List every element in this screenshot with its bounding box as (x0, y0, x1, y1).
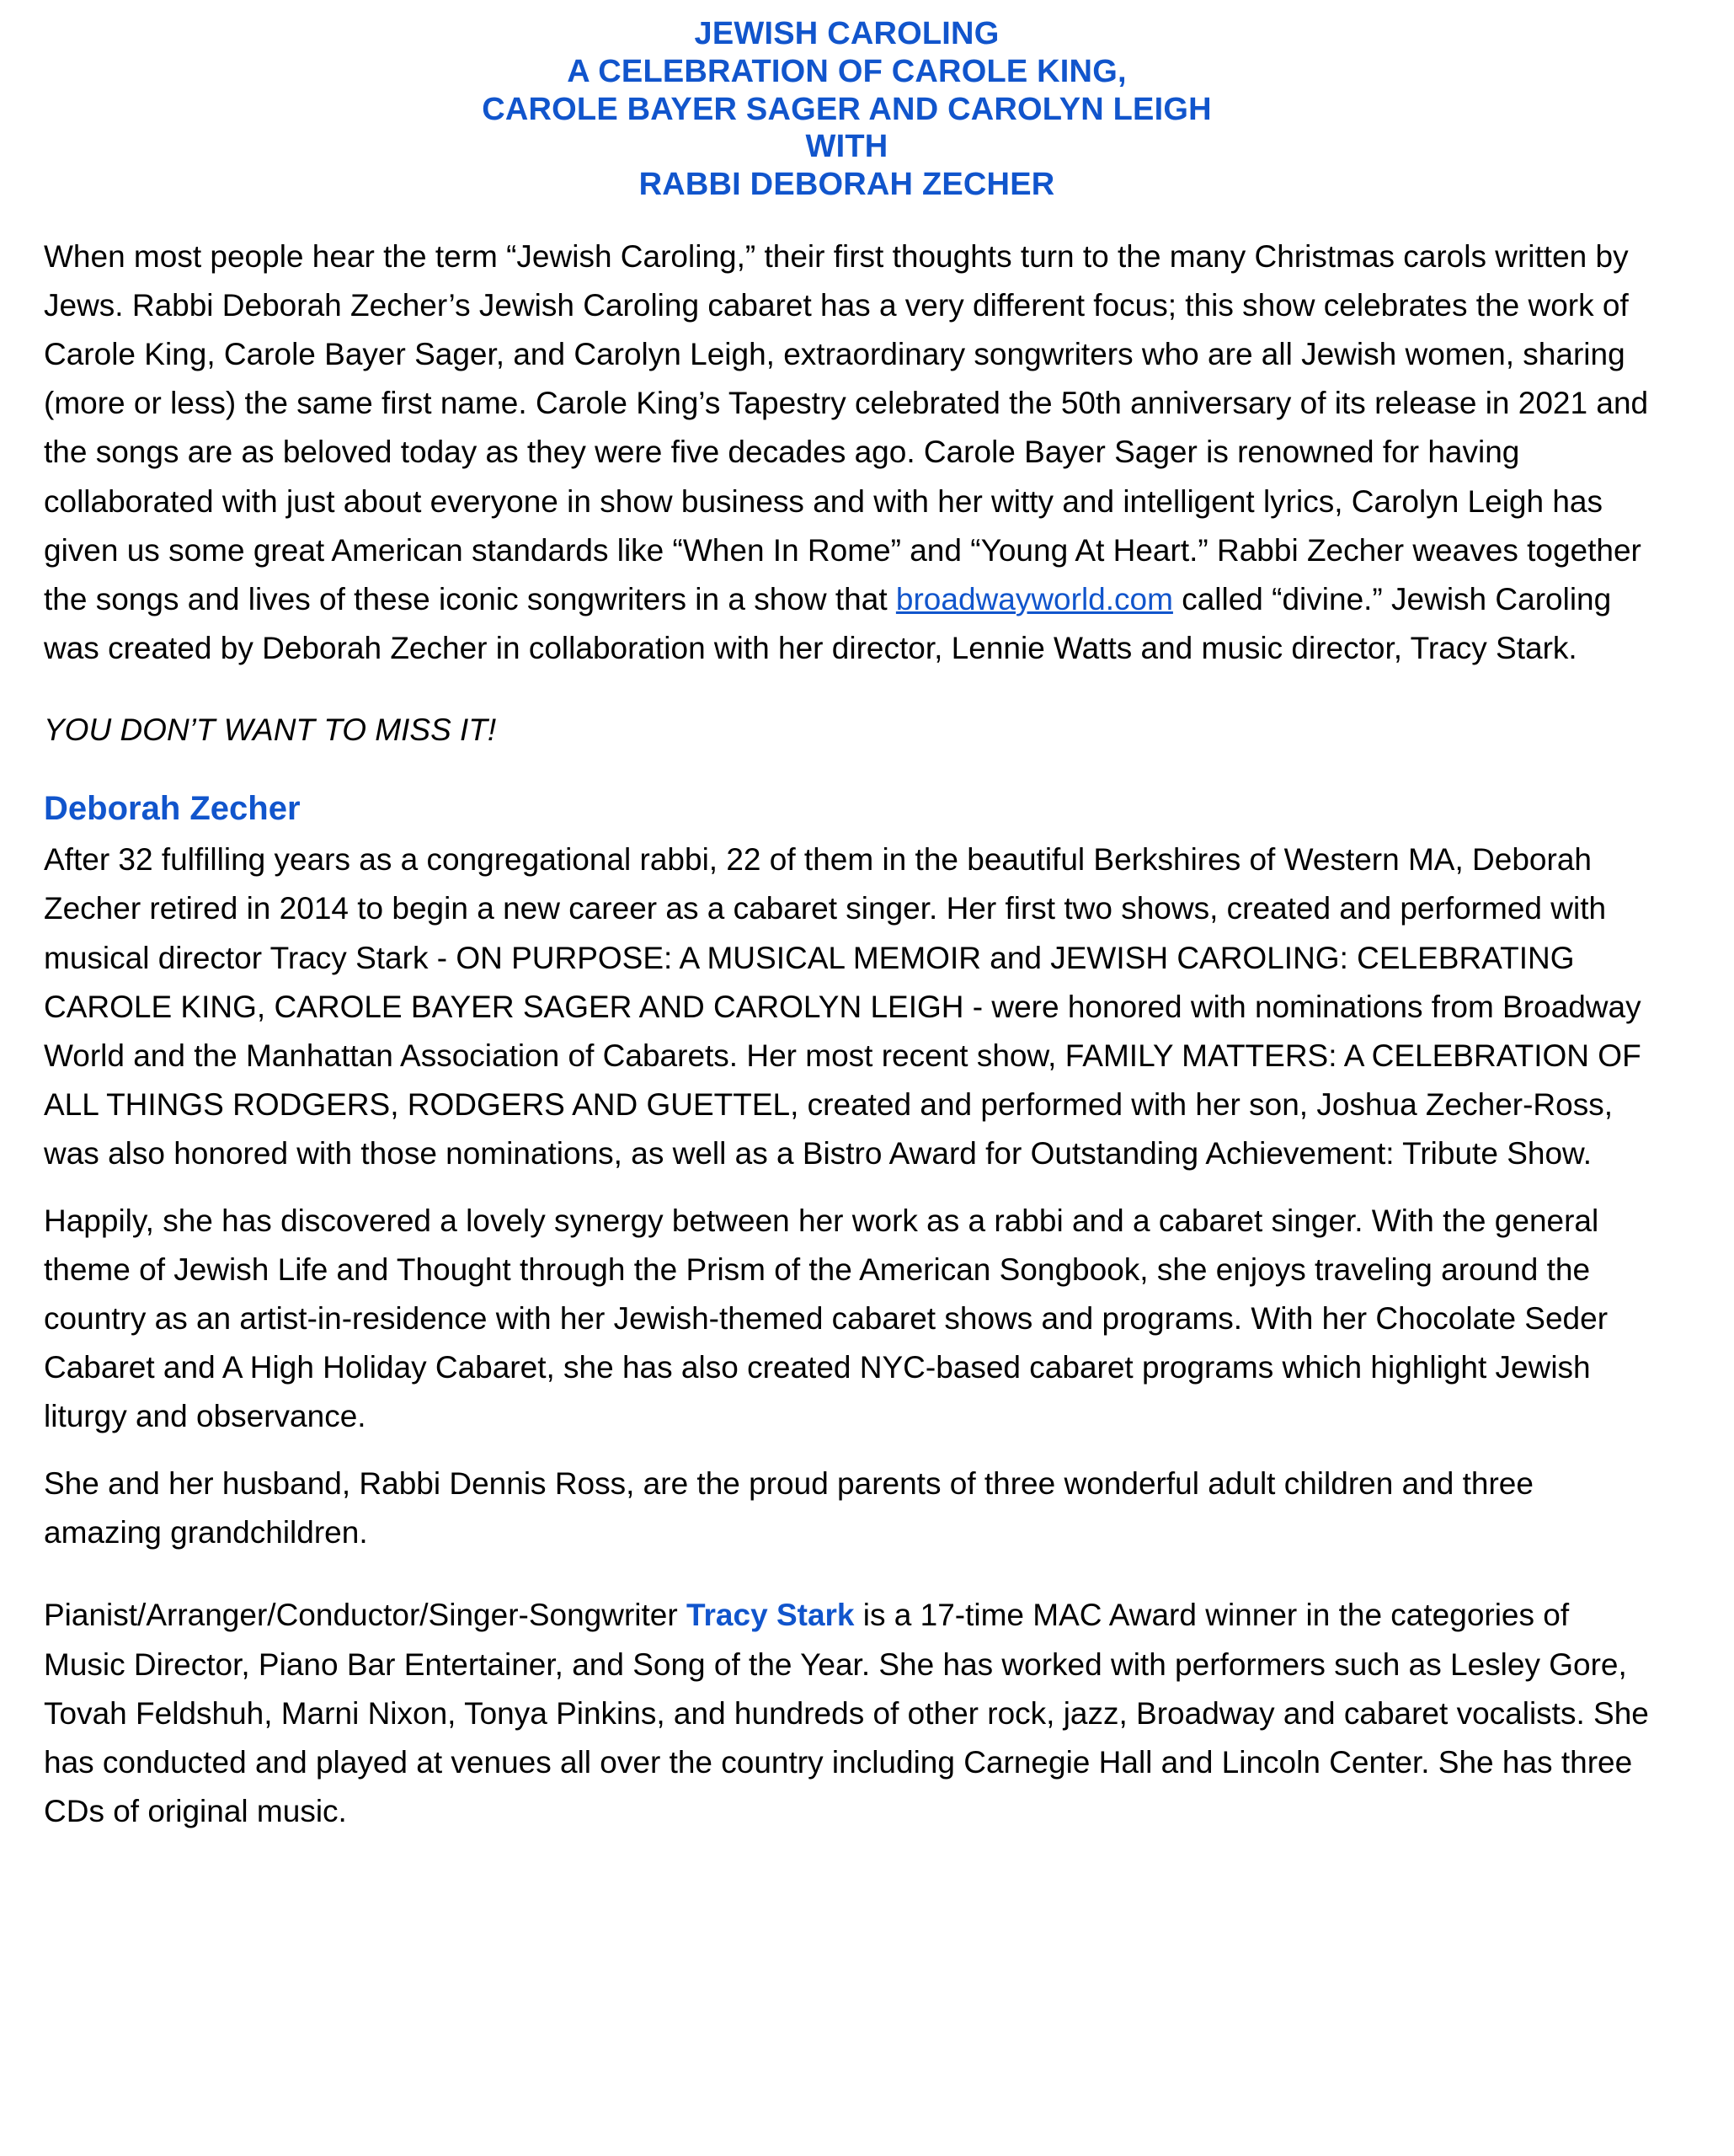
title-line-1: JEWISH CAROLING (694, 16, 1000, 51)
stark-text-part2: is a 17-time MAC Award winner in the categories of Music Director, Piano Bar Entertainer, and Song of the Year. She has worked with performers such as Lesley Gore, Tovah Feldshuh, Marni Nixon, Tonya Pinkins, and hundreds of other rock, jazz, Broadway and cabaret vocalists. She has conducted and played at venues all over the country including Carnegie Hall and Lincoln Center. She has three CDs of original music. (44, 1598, 1649, 1828)
title-line-5: RABBI DEBORAH ZECHER (638, 167, 1055, 203)
title-line-2: A CELEBRATION OF CAROLE KING, (567, 53, 1127, 89)
spacer (44, 1441, 1650, 1460)
stark-text-part1: Pianist/Arranger/Conductor/Singer-Songwriter (44, 1598, 686, 1633)
intro-text-part1: When most people hear the term “Jewish Caroling,” their first thoughts turn to the many Christmas carols written by Jews. Rabbi Deborah Zecher’s Jewish Caroling cabaret has a very different focus; this show celebrates the work of Carole King, Carole Bayer Sager, and Carolyn Leigh, extraordinary songwriters who are all Jewish women, sharing (more or less) the same first name. Carole King’s Tapestry celebrated the 50th anniversary of its release in 2021 and the songs are as beloved today as they were five decades ago. Carole Bayer Sager is renowned for having collaborated with just about everyone in show business and with her witty and intelligent lyrics, Carolyn Leigh has given us some great American standards like “When In Rome” and “Young At Heart.” Rabbi Zecher weaves together the songs and lives of these iconic songwriters in a show that (44, 239, 1649, 616)
bio-paragraph-3: She and her husband, Rabbi Dennis Ross, are the proud parents of three wonderful adult children and three amazing grandchildren. (44, 1466, 1534, 1550)
tracy-stark-paragraph (44, 1591, 1650, 1835)
intro-text-part2: called “divine.” Jewish Caroling was created by Deborah Zecher in collaboration with her director, Lennie Watts and music director, Tracy Stark. (44, 581, 1612, 665)
tracy-stark-name: Tracy Stark (686, 1598, 855, 1633)
bio-paragraph-1: After 32 fulfilling years as a congregational rabbi, 22 of them in the beautiful Berkshires of Western MA, Deborah Zecher retired in 2014 to begin a new career as a cabaret singer. Her first two shows, created and performed with musical director Tracy Stark - ON PURPOSE: A MUSICAL MEMOIR and JEWISH CAROLING: CELEBRATING CAROLE KING, CAROLE BAYER SAGER AND CAROLYN LEIGH - were honored with nominations from Broadway World and the Manhattan Association of Cabarets. Her most recent show, FAMILY MATTERS: A CELEBRATION OF ALL THINGS RODGERS, RODGERS AND GUETTEL, created and performed with her son, Joshua Zecher-Ross, was also honored with those nominations, as well as a Bistro Award for Outstanding Achievement: Tribute Show. (44, 842, 1641, 1171)
spacer (44, 1557, 1650, 1591)
bio-heading-deborah-zecher: Deborah Zecher (44, 790, 301, 828)
document-title (44, 15, 1650, 204)
spacer (44, 673, 1650, 707)
title-line-4: WITH (805, 129, 888, 165)
spacer (44, 1178, 1650, 1197)
title-line-3: CAROLE BAYER SAGER AND CAROLYN LEIGH (482, 91, 1212, 127)
bio-paragraph-2: Happily, she has discovered a lovely synergy between her work as a rabbi and a cabaret singer. With the general theme of Jewish Life and Thought through the Prism of the American Songbook, she enjoys traveling around the country as an artist-in-residence with her Jewish-themed cabaret shows and programs. With her Chocolate Seder Cabaret and A High Holiday Cabaret, she has also created NYC-based cabaret programs which highlight Jewish liturgy and observance. (44, 1203, 1609, 1434)
broadwayworld-link[interactable]: broadwayworld.com (895, 581, 1173, 616)
intro-paragraph (44, 232, 1650, 673)
tagline: YOU DON’T WANT TO MISS IT! (44, 712, 497, 747)
